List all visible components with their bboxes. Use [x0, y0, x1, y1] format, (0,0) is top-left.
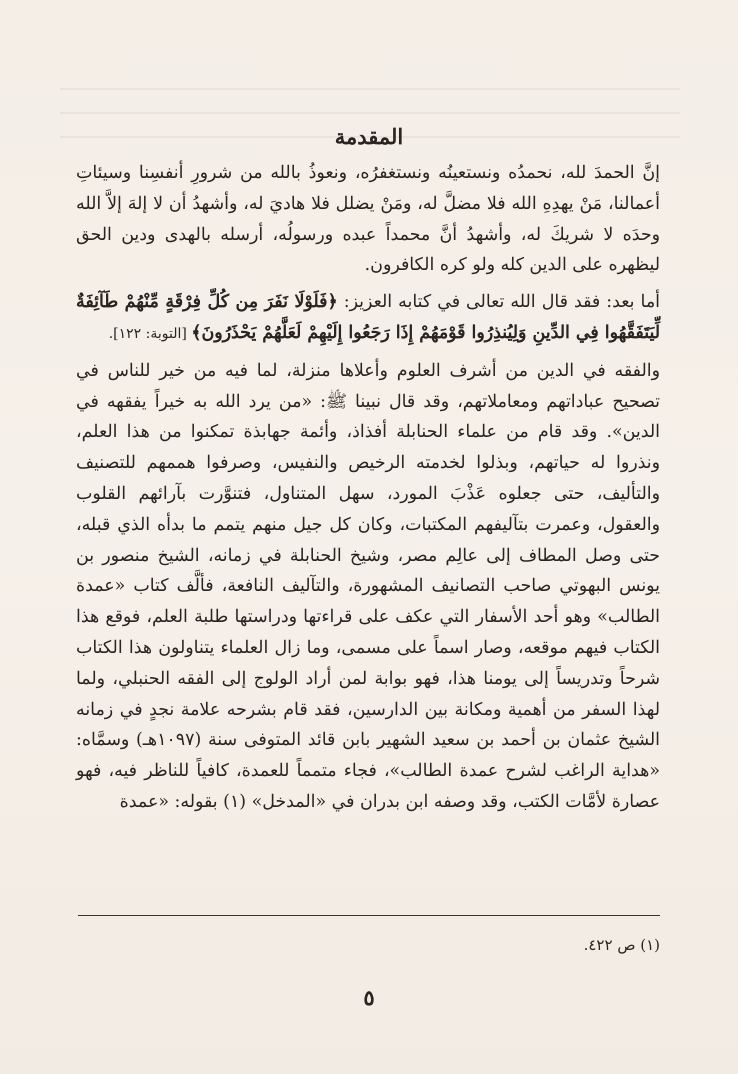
paragraph-quran: [76, 287, 660, 350]
footnote: (١) ص ٤٢٢.: [583, 936, 660, 954]
paragraph-fiqh: والفقه في الدين من أشرف العلوم وأعلاها منزلة، لما فيه من خير للناس في تصحيح عباداتهم ومعاملاتهم، وقد قال نبينا ﷺ: «من يرد الله به خيراً يفقهه في الدين». وقد قام من علماء الحنابلة أفذاذ، وأئمة جهابذة تمكنوا من هذا العلم، ونذروا له حياتهم، وبذلوا لخدمته الرخيص والنفيس، وصرفوا هممهم للتصنيف والتأليف، حتى جعلوه عَذْبَ المورد، سهل المتناول، فتنوَّرت بآرائهم القلوب والعقول، وعمرت بتآليفهم المكتبات، وكان كل جيل منهم يتمم ما بدأه الذي قبله، حتى وصل المطاف إلى عالِم مصر، وشيخ الحنابلة في زمانه، الشيخ منصور بن يونس البهوتي صاحب التصانيف المشهورة، والتآليف النافعة، فألَّف كتاب «عمدة الطالب» وهو أحد الأسفار التي عكف على قراءتها ودراستها طلبة العلم، فوقع هذا الكتاب فيهم موقعه، وصار اسماً على مسمى، وما زال العلماء يتناولون هذا الكتاب شرحاً وتدريساً إلى يومنا هذا، فهو بوابة لمن أراد الولوج إلى الفقه الحنبلي، ولما لهذا السفر من أهمية ومكانة بين الدارسين، فقد قام بشرحه علامة نجدٍ في زمانه الشيخ عثمان بن أحمد بن سعيد الشهير بابن قائد المتوفى سنة (١٠٩٧هـ) وسمَّاه: «هداية الراغب لشرح عمدة الطالب»، فجاء متمماً للعمدة، كافياً للناظر فيه، فهو عصارة لأمَّات الكتب، وقد وصفه ابن بدران في «المدخل» (١) بقوله: «عمدة: [76, 360, 661, 812]
quran-verse: ﴿فَلَوْلَا نَفَرَ مِن كُلِّ فِرْقَةٍ مِّنْهُمْ طَآئِفَةٌ لِّيَتَفَقَّهُوا فِي الدِّينِ وَلِيُنذِرُوا قَوْمَهُمْ إِذَا رَجَعُوا إِلَيْهِمْ لَعَلَّهُمْ يَحْذَرُونَ﴾: [76, 292, 660, 343]
quran-intro: أما بعد: فقد قال الله تعالى في كتابه العزيز:: [337, 292, 660, 313]
verse-reference: [التوبة: ١٢٢].: [108, 325, 192, 342]
paragraph-opening: إنَّ الحمدَ لله، نحمدُه ونستعينُه ونستغفرُه، ونعوذُ بالله من شرورِ أنفسِنا وسيئاتِ أعمالنا، مَنْ يهدِهِ الله فلا مضلَّ له، ومَنْ يضلل فلا هاديَ له، وأشهدُ أن لا إلهَ إلاَّ الله وحدَه لا شريكَ له، وأشهدُ أنَّ محمداً عبده ورسولُه، أرسله بالهدى ودين الحق ليظهره على الدين كله ولو كره الكافرون.: [76, 163, 660, 276]
body-text: [76, 158, 660, 818]
section-heading: المقدمة: [334, 124, 404, 149]
footnote-divider: [78, 915, 660, 916]
page-number: ٥: [363, 985, 375, 1010]
